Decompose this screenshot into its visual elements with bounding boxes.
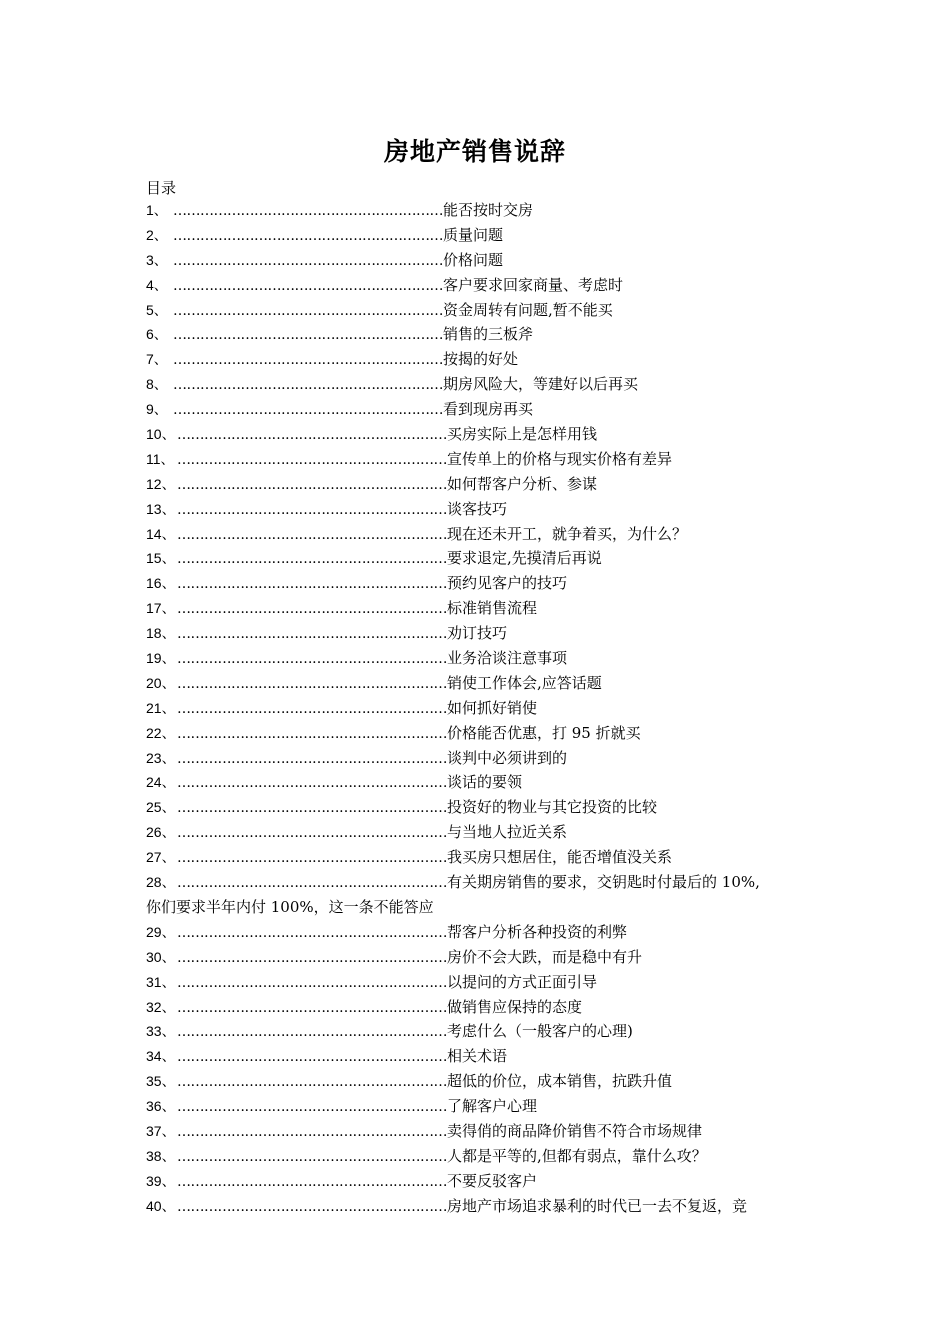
toc-entry[interactable] [146, 870, 826, 895]
toc-leader-dots: …………………………………………………… [173, 377, 443, 394]
toc-entry-number: 33、 [146, 1023, 176, 1040]
toc-entry-number: 32、 [146, 998, 176, 1015]
toc-leader-dots: …………………………………………………… [177, 626, 447, 643]
toc-entry-number: 25、 [146, 799, 176, 816]
toc-entry-number: 30、 [146, 948, 176, 965]
toc-leader-dots: …………………………………………………… [173, 227, 443, 244]
toc-entry-number: 5、 [146, 301, 168, 318]
toc-entry[interactable] [146, 995, 826, 1020]
toc-entry-label: 房价不会大跌，而是稳中有升 [447, 947, 643, 966]
toc-entry-label: 预约见客户的技巧 [447, 574, 568, 593]
toc-entry-label: 现在还未开工，就争着买，为什么？ [447, 524, 688, 543]
toc-entry[interactable] [146, 422, 826, 447]
toc-leader-dots: …………………………………………………… [177, 1024, 447, 1041]
toc-entry-label: 与当地人拉近关系 [447, 823, 568, 842]
toc-entry-label: 谈判中必须讲到的 [447, 748, 568, 767]
toc-entry-label: 价格能否优惠，打 95 折就买 [447, 723, 641, 742]
toc-entry[interactable] [146, 298, 826, 323]
toc-entry-label: 房地产市场追求暴利的时代已一去不复返，竞 [447, 1196, 748, 1215]
toc-entry[interactable] [146, 1069, 826, 1094]
toc-entry-label: 看到现房再买 [443, 400, 534, 419]
toc-entry[interactable] [146, 920, 826, 945]
toc-entry-number: 4、 [146, 276, 168, 293]
toc-entry-number: 10、 [146, 426, 176, 443]
toc-entry[interactable] [146, 770, 826, 795]
toc-entry[interactable] [146, 845, 826, 870]
toc-entry-number: 26、 [146, 824, 176, 841]
toc-leader-dots: …………………………………………………… [177, 451, 447, 468]
toc-entry[interactable] [146, 621, 826, 646]
toc-entry-number: 8、 [146, 376, 168, 393]
toc-entry-number: 13、 [146, 500, 176, 517]
toc-leader-dots: …………………………………………………… [177, 1173, 447, 1190]
toc-entry-number: 9、 [146, 401, 168, 418]
toc-leader-dots: …………………………………………………… [177, 675, 447, 692]
toc-leader-dots: …………………………………………………… [177, 700, 447, 717]
toc-leader-dots: …………………………………………………… [177, 875, 447, 892]
toc-leader-dots: …………………………………………………… [177, 476, 447, 493]
toc-leader-dots: …………………………………………………… [177, 551, 447, 568]
toc-entry-label: 了解客户心理 [447, 1097, 538, 1116]
toc-entry[interactable] [146, 746, 826, 771]
toc-leader-dots: …………………………………………………… [173, 203, 443, 219]
toc-leader-dots: …………………………………………………… [177, 1049, 447, 1066]
toc-entry-label: 如何帮客户分析、参谋 [447, 474, 598, 493]
toc-entry-label: 超低的价位，成本销售，抗跌升值 [447, 1072, 673, 1091]
toc-entry-number: 2、 [146, 226, 168, 243]
toc-leader-dots: …………………………………………………… [177, 999, 447, 1016]
toc-leader-dots: …………………………………………………… [173, 302, 443, 319]
toc-entry[interactable] [146, 223, 826, 248]
toc-entry-number: 3、 [146, 251, 168, 268]
toc-entry[interactable] [146, 198, 826, 223]
toc-entry[interactable] [146, 1019, 826, 1044]
toc-entry[interactable] [146, 795, 826, 820]
document-title: 房地产销售说辞 [383, 137, 566, 166]
toc-entry-number: 15、 [146, 550, 176, 567]
toc-entry[interactable] [146, 1169, 826, 1194]
toc-entry-label: 标准销售流程 [447, 599, 538, 618]
toc-entry-label: 做销售应保持的态度 [447, 997, 583, 1016]
toc-entry-number: 34、 [146, 1048, 176, 1065]
toc-heading: 目录 [146, 179, 177, 197]
toc-entry-number: 31、 [146, 973, 176, 990]
toc-entry-label: 销售的三板斧 [443, 325, 534, 344]
toc-leader-dots: …………………………………………………… [177, 1198, 447, 1215]
toc-entry-number: 27、 [146, 849, 176, 866]
toc-entry[interactable] [146, 322, 826, 347]
toc-entry[interactable] [146, 248, 826, 273]
toc-entry-number: 12、 [146, 475, 176, 492]
toc-entry-label: 有关期房销售的要求，交钥匙时付最后的 10%, [447, 873, 760, 892]
toc-entry[interactable] [146, 497, 826, 522]
toc-leader-dots: …………………………………………………… [177, 651, 447, 668]
toc-leader-dots: …………………………………………………… [177, 1099, 447, 1116]
toc-entry[interactable] [146, 372, 826, 397]
toc-entry-number: 39、 [146, 1172, 176, 1189]
toc-entry-label: 业务洽谈注意事项 [447, 649, 568, 668]
toc-entry-label: 按揭的好处 [443, 350, 519, 369]
toc-entry-label: 期房风险大，等建好以后再买 [443, 375, 639, 394]
toc-entry[interactable] [146, 397, 826, 422]
toc-entry-label: 我买房只想居住，能否增值没关系 [447, 848, 673, 867]
toc-entry-number: 23、 [146, 749, 176, 766]
toc-leader-dots: …………………………………………………… [177, 601, 447, 618]
toc-entry[interactable] [146, 1144, 826, 1169]
toc-entry-label: 考虑什么（一般客户的心理) [447, 1022, 633, 1041]
toc-entry-number: 22、 [146, 724, 176, 741]
toc-entry[interactable] [146, 347, 826, 372]
toc-entry-label: 谈话的要领 [447, 773, 523, 792]
toc-leader-dots: …………………………………………………… [177, 825, 447, 842]
toc-entry-continuation: 你们要求半年内付 100%，这一条不能答应 [146, 897, 434, 916]
toc-entry[interactable] [146, 546, 826, 571]
toc-entry[interactable] [146, 820, 826, 845]
toc-entry-number: 40、 [146, 1197, 176, 1214]
toc-leader-dots: …………………………………………………… [177, 576, 447, 593]
toc-entry-number: 35、 [146, 1073, 176, 1090]
toc-leader-dots: …………………………………………………… [173, 352, 443, 369]
toc-entry-number: 16、 [146, 575, 176, 592]
toc-entry-label: 谈客技巧 [447, 499, 508, 518]
toc-entry[interactable] [146, 1194, 826, 1219]
toc-entry[interactable] [146, 522, 826, 547]
toc-leader-dots: …………………………………………………… [177, 850, 447, 867]
toc-entry-label: 质量问题 [443, 225, 504, 244]
toc-entry-number: 1、 [146, 202, 168, 218]
toc-entry-number: 37、 [146, 1122, 176, 1139]
toc-entry-label: 客户要求回家商量、考虑时 [443, 275, 624, 294]
toc-entry-label: 资金周转有问题,暂不能买 [443, 300, 613, 319]
toc-entry[interactable] [146, 1094, 826, 1119]
toc-entry-number: 18、 [146, 625, 176, 642]
toc-entry-number: 36、 [146, 1098, 176, 1115]
toc-entry-number: 17、 [146, 600, 176, 617]
toc-leader-dots: …………………………………………………… [177, 800, 447, 817]
toc-entry[interactable] [146, 571, 826, 596]
toc-entry-label: 宣传单上的价格与现实价格有差异 [447, 449, 673, 468]
toc-entry[interactable] [146, 596, 826, 621]
toc-entry-number: 7、 [146, 351, 168, 368]
toc-leader-dots: …………………………………………………… [177, 750, 447, 767]
toc-entry-label: 以提问的方式正面引导 [447, 972, 598, 991]
toc-entry-number: 38、 [146, 1147, 176, 1164]
toc-entry[interactable] [146, 447, 826, 472]
toc-entry-label: 帮客户分析各种投资的利弊 [447, 922, 628, 941]
toc-entry-label: 买房实际上是怎样用钱 [447, 425, 598, 444]
toc-leader-dots: …………………………………………………… [173, 252, 443, 269]
toc-entry-label: 相关术语 [447, 1047, 508, 1066]
toc-entry-label: 人都是平等的,但都有弱点，靠什么攻？ [447, 1146, 707, 1165]
toc-entry[interactable] [146, 273, 826, 298]
toc-leader-dots: …………………………………………………… [177, 1148, 447, 1165]
toc-entry-number: 21、 [146, 699, 176, 716]
toc-leader-dots: …………………………………………………… [177, 974, 447, 991]
toc-entry[interactable] [146, 671, 826, 696]
toc-leader-dots: …………………………………………………… [177, 775, 447, 792]
toc-entry-label: 如何抓好销使 [447, 698, 538, 717]
toc-entry[interactable] [146, 646, 826, 671]
toc-leader-dots: …………………………………………………… [173, 402, 443, 419]
toc-entry-number: 14、 [146, 525, 176, 542]
toc-entry-number: 19、 [146, 650, 176, 667]
toc-entry[interactable] [146, 472, 826, 497]
toc-entry-label: 销使工作体会,应答话题 [447, 673, 602, 692]
toc-leader-dots: …………………………………………………… [177, 1074, 447, 1091]
toc-entry[interactable] [146, 696, 826, 721]
toc-leader-dots: …………………………………………………… [177, 949, 447, 966]
toc-entry[interactable] [146, 970, 826, 995]
toc-entry[interactable] [146, 1044, 826, 1069]
toc-entry-label: 投资好的物业与其它投资的比较 [447, 798, 658, 817]
toc-entry-label: 不要反驳客户 [447, 1171, 538, 1190]
toc-entry-number: 29、 [146, 923, 176, 940]
toc-entry-label: 要求退定,先摸清后再说 [447, 549, 602, 568]
toc-entry[interactable] [146, 1119, 826, 1144]
toc-entry-label: 能否按时交房 [443, 201, 534, 219]
toc-entry-number: 20、 [146, 674, 176, 691]
table-of-contents [146, 198, 826, 1219]
toc-leader-dots: …………………………………………………… [177, 1123, 447, 1140]
toc-leader-dots: …………………………………………………… [177, 924, 447, 941]
toc-entry-label: 卖得俏的商品降价销售不符合市场规律 [447, 1121, 703, 1140]
toc-entry-number: 11、 [146, 450, 175, 467]
toc-leader-dots: …………………………………………………… [173, 327, 443, 344]
toc-entry[interactable] [146, 721, 826, 746]
toc-leader-dots: …………………………………………………… [177, 526, 447, 543]
toc-entry-number: 6、 [146, 326, 168, 343]
toc-entry-label: 劝订技巧 [447, 624, 508, 643]
toc-leader-dots: …………………………………………………… [177, 501, 447, 518]
toc-leader-dots: …………………………………………………… [173, 277, 443, 294]
toc-entry-label: 价格问题 [443, 250, 504, 269]
toc-leader-dots: …………………………………………………… [177, 427, 447, 444]
toc-entry[interactable] [146, 945, 826, 970]
toc-leader-dots: …………………………………………………… [177, 725, 447, 742]
toc-entry-number: 28、 [146, 874, 176, 891]
toc-entry-number: 24、 [146, 774, 176, 791]
